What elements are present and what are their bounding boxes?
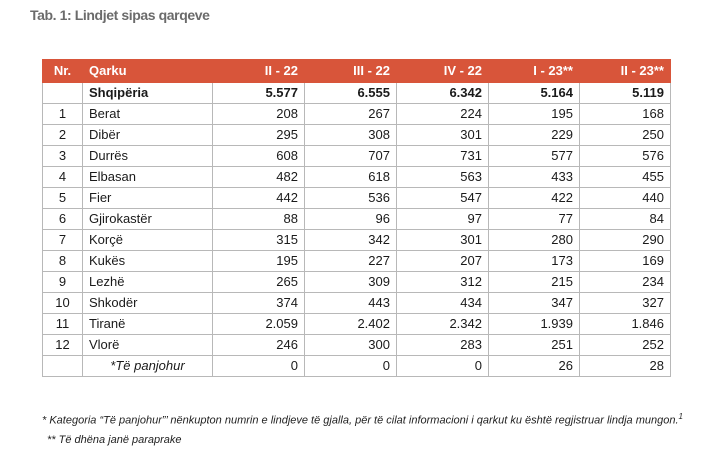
- header-qarku: Qarku: [83, 60, 213, 83]
- row-nr: 4: [43, 167, 83, 188]
- row-value: 2.402: [305, 314, 397, 335]
- row-value: 26: [489, 356, 580, 377]
- row-value: 577: [489, 146, 580, 167]
- row-value: 0: [397, 356, 489, 377]
- row-name: Gjirokastër: [83, 209, 213, 230]
- row-value: 207: [397, 251, 489, 272]
- row-name: Elbasan: [83, 167, 213, 188]
- row-value: 234: [580, 272, 671, 293]
- row-value: 215: [489, 272, 580, 293]
- row-nr: 9: [43, 272, 83, 293]
- row-value: 315: [213, 230, 305, 251]
- row-value: 169: [580, 251, 671, 272]
- row-value: 433: [489, 167, 580, 188]
- table-row: [43, 314, 671, 335]
- row-value: 547: [397, 188, 489, 209]
- row-value: 195: [489, 104, 580, 125]
- total-row: [43, 83, 671, 104]
- row-nr: 12: [43, 335, 83, 356]
- row-value: 563: [397, 167, 489, 188]
- row-value: 290: [580, 230, 671, 251]
- row-value: 6.342: [397, 83, 489, 104]
- row-value: 96: [305, 209, 397, 230]
- row-value: 576: [580, 146, 671, 167]
- row-nr: 8: [43, 251, 83, 272]
- row-value: 434: [397, 293, 489, 314]
- footnote-unknown: [42, 412, 683, 427]
- table-title: Tab. 1: Lindjet sipas qarqeve: [30, 7, 210, 23]
- table-row: [43, 251, 671, 272]
- row-nr: [43, 83, 83, 104]
- row-value: 618: [305, 167, 397, 188]
- row-value: 6.555: [305, 83, 397, 104]
- row-nr: [43, 356, 83, 377]
- table-row: [43, 167, 671, 188]
- row-nr: 6: [43, 209, 83, 230]
- row-value: 252: [580, 335, 671, 356]
- row-value: 2.059: [213, 314, 305, 335]
- table-row: [43, 230, 671, 251]
- row-value: 536: [305, 188, 397, 209]
- row-nr: 7: [43, 230, 83, 251]
- row-nr: 3: [43, 146, 83, 167]
- row-value: 77: [489, 209, 580, 230]
- row-value: 295: [213, 125, 305, 146]
- row-value: 251: [489, 335, 580, 356]
- table-row: [43, 188, 671, 209]
- row-value: 0: [305, 356, 397, 377]
- row-value: 442: [213, 188, 305, 209]
- row-value: 88: [213, 209, 305, 230]
- header-row: [43, 60, 671, 83]
- row-value: 280: [489, 230, 580, 251]
- row-name: Fier: [83, 188, 213, 209]
- row-name: Durrës: [83, 146, 213, 167]
- row-value: 265: [213, 272, 305, 293]
- row-name: Berat: [83, 104, 213, 125]
- row-value: 608: [213, 146, 305, 167]
- row-value: 707: [305, 146, 397, 167]
- row-value: 374: [213, 293, 305, 314]
- table-row: [43, 272, 671, 293]
- row-value: 208: [213, 104, 305, 125]
- row-value: 731: [397, 146, 489, 167]
- table-row: [43, 293, 671, 314]
- row-value: 0: [213, 356, 305, 377]
- row-value: 312: [397, 272, 489, 293]
- row-value: 227: [305, 251, 397, 272]
- row-value: 301: [397, 230, 489, 251]
- row-value: 2.342: [397, 314, 489, 335]
- header-ii-22: II - 22: [213, 60, 305, 83]
- table-body: [43, 83, 671, 377]
- row-name: Shqipëria: [83, 83, 213, 104]
- row-value: 195: [213, 251, 305, 272]
- row-value: 300: [305, 335, 397, 356]
- row-name: Korçë: [83, 230, 213, 251]
- row-value: 308: [305, 125, 397, 146]
- row-nr: 10: [43, 293, 83, 314]
- row-value: 301: [397, 125, 489, 146]
- header-i-23: I - 23**: [489, 60, 580, 83]
- row-value: 5.119: [580, 83, 671, 104]
- row-nr: 2: [43, 125, 83, 146]
- row-value: 267: [305, 104, 397, 125]
- row-value: 1.846: [580, 314, 671, 335]
- row-value: 250: [580, 125, 671, 146]
- row-nr: 1: [43, 104, 83, 125]
- row-name: Shkodër: [83, 293, 213, 314]
- row-value: 1.939: [489, 314, 580, 335]
- header-iii-22: III - 22: [305, 60, 397, 83]
- table-row: [43, 104, 671, 125]
- footnote-unknown-text: * Kategoria “Të panjohur”’ nënkupton numrin e lindjeve të gjalla, për të cilat informacioni i qarkut ku është regjistruar lindja mungon.: [42, 414, 679, 427]
- row-name: Vlorë: [83, 335, 213, 356]
- footnote-preliminary: ** Të dhëna janë paraprake: [47, 434, 182, 446]
- row-value: 28: [580, 356, 671, 377]
- row-value: 224: [397, 104, 489, 125]
- row-value: 97: [397, 209, 489, 230]
- births-by-county-table: [42, 59, 671, 377]
- row-value: 246: [213, 335, 305, 356]
- row-nr: 11: [43, 314, 83, 335]
- row-value: 84: [580, 209, 671, 230]
- header-ii-23: II - 23**: [580, 60, 671, 83]
- footnote-superscript: 1: [678, 412, 683, 421]
- row-value: 5.577: [213, 83, 305, 104]
- table-row: [43, 209, 671, 230]
- row-value: 443: [305, 293, 397, 314]
- table-row: [43, 146, 671, 167]
- row-value: 309: [305, 272, 397, 293]
- table-row: [43, 335, 671, 356]
- row-value: 173: [489, 251, 580, 272]
- row-value: 327: [580, 293, 671, 314]
- row-nr: 5: [43, 188, 83, 209]
- header-nr: Nr.: [43, 60, 83, 83]
- row-value: 229: [489, 125, 580, 146]
- row-value: 347: [489, 293, 580, 314]
- row-value: 168: [580, 104, 671, 125]
- row-value: 283: [397, 335, 489, 356]
- header-iv-22: IV - 22: [397, 60, 489, 83]
- row-value: 342: [305, 230, 397, 251]
- row-value: 422: [489, 188, 580, 209]
- table-row: [43, 356, 671, 377]
- row-name: Lezhë: [83, 272, 213, 293]
- row-name: Tiranë: [83, 314, 213, 335]
- row-name: *Të panjohur: [83, 356, 213, 377]
- row-value: 455: [580, 167, 671, 188]
- row-value: 5.164: [489, 83, 580, 104]
- row-value: 482: [213, 167, 305, 188]
- table-row: [43, 125, 671, 146]
- row-name: Kukës: [83, 251, 213, 272]
- row-name: Dibër: [83, 125, 213, 146]
- row-value: 440: [580, 188, 671, 209]
